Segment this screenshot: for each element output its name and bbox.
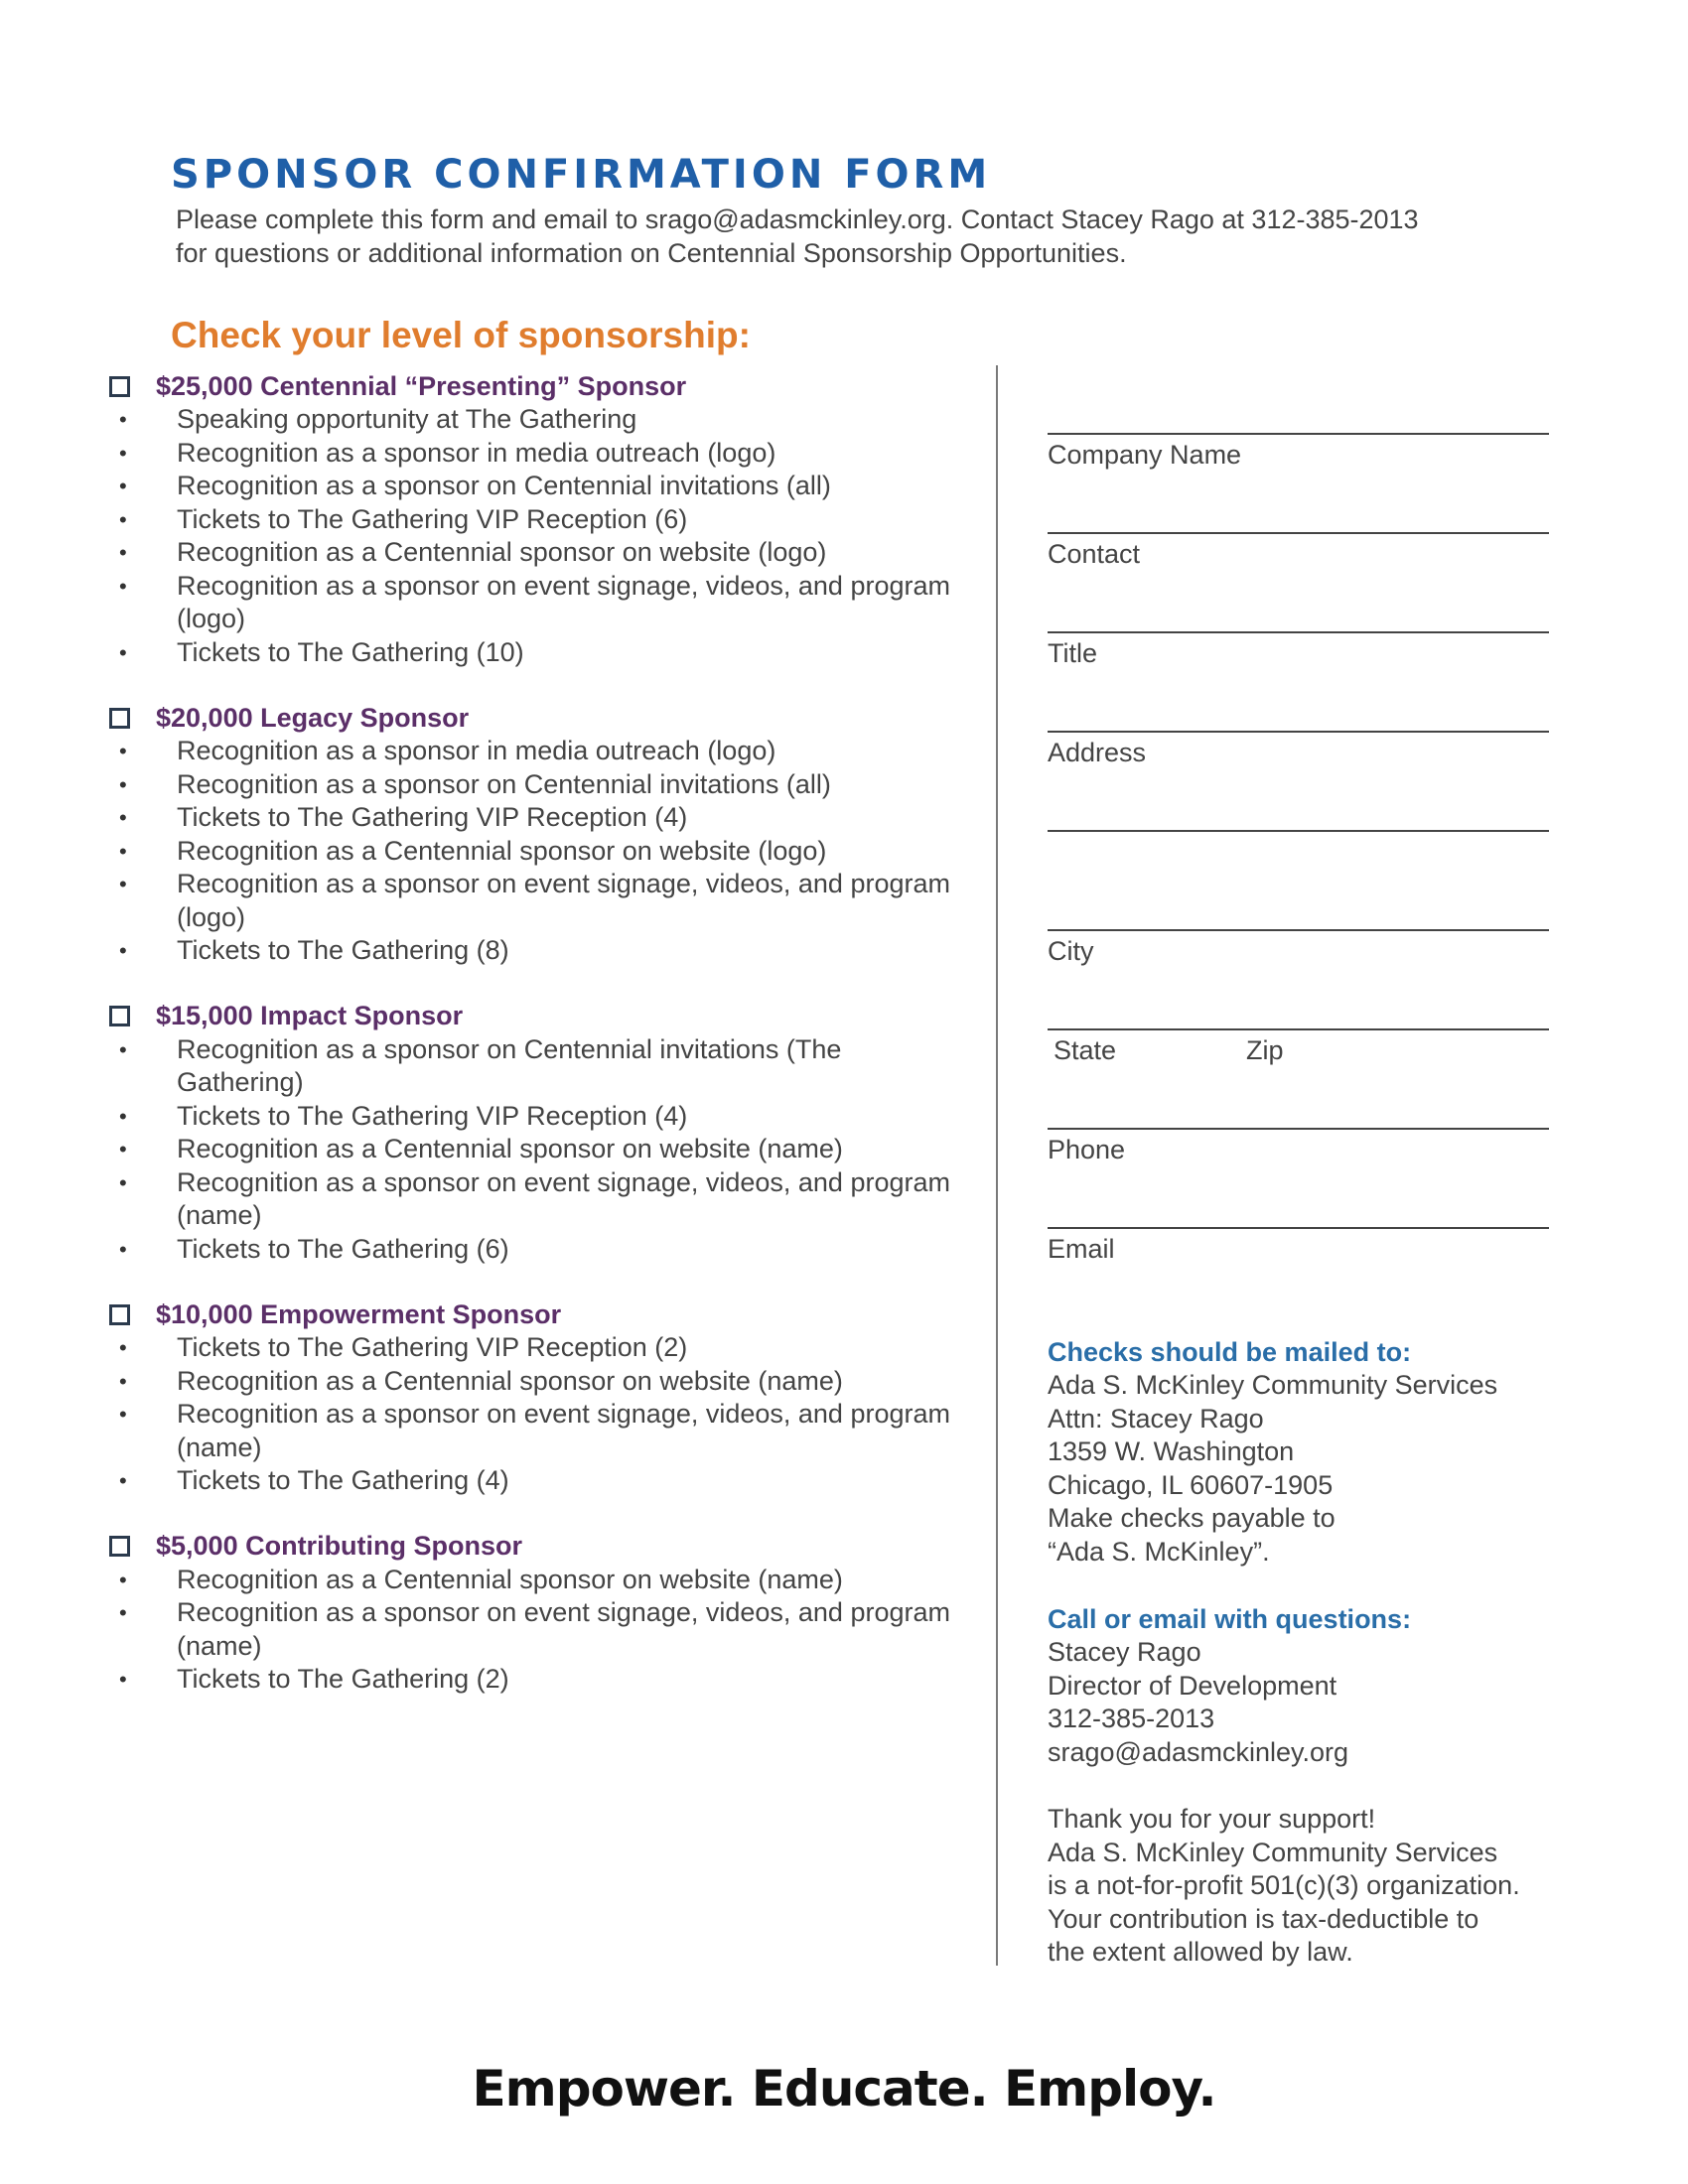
mailing-address (1048, 1369, 1604, 1569)
tier-5000 (109, 1530, 983, 1697)
contact-role: Director of Development (1048, 1670, 1337, 1701)
address-line: 1359 W. Washington (1048, 1436, 1295, 1466)
benefit-item: • Tickets to The Gathering (8) (119, 935, 509, 965)
benefit-list (109, 1331, 983, 1498)
benefit-item: • Recognition as a Centennial sponsor on website (name) (119, 1134, 843, 1163)
intro-line: Please complete this form and email to srago@adasmckinley.org. Contact Stacey Rago at 312-385-2013 (176, 205, 1419, 234)
field-label: Phone (1048, 1135, 1126, 1164)
benefit-item: • Recognition as a sponsor on Centennial invitations (The Gathering) (119, 1033, 842, 1097)
sponsorship-level-heading: Check your level of sponsorship: (171, 315, 751, 355)
benefit-item: • Recognition as a sponsor on event signage, videos, and program (name) (119, 1399, 950, 1462)
company-name-field[interactable] (1048, 377, 1549, 477)
tier-25000-checkbox[interactable] (109, 376, 130, 397)
benefit-item: • Recognition as a Centennial sponsor on website (name) (119, 1564, 843, 1594)
benefit-item: • Tickets to The Gathering VIP Reception (4) (119, 802, 688, 832)
thanks-line: Your contribution is tax-deductible to (1048, 1903, 1479, 1934)
benefit-item: • Tickets to The Gathering (6) (119, 1233, 509, 1264)
benefit-item: • Recognition as a sponsor on Centennial invitations (all) (119, 471, 831, 500)
thanks-line: the extent allowed by law. (1048, 1937, 1353, 1967)
tier-25000 (109, 369, 983, 669)
thank-you-note (1048, 1803, 1604, 1970)
benefit-list (109, 1564, 983, 1697)
address-line: Ada S. McKinley Community Services (1048, 1370, 1498, 1400)
benefit-item: • Tickets to The Gathering VIP Reception (4) (119, 1100, 688, 1131)
benefit-item: • Recognition as a sponsor in media outreach (logo) (119, 437, 776, 468)
benefit-item: • Tickets to The Gathering (10) (119, 636, 524, 667)
benefit-item: • Recognition as a Centennial sponsor on website (name) (119, 1365, 843, 1396)
benefit-list (109, 735, 983, 968)
tier-15000 (109, 1000, 983, 1267)
column-divider (996, 365, 998, 1966)
mail-heading: Checks should be mailed to: (1048, 1337, 1412, 1367)
contact-details (1048, 1636, 1604, 1769)
contact-phone: 312-385-2013 (1048, 1704, 1215, 1733)
form-title: SPONSOR CONFIRMATION FORM (171, 152, 992, 198)
tier-20000-checkbox[interactable] (109, 708, 130, 729)
tier-label: $20,000 Legacy Sponsor (156, 702, 470, 733)
thanks-line: Thank you for your support! (1048, 1804, 1376, 1834)
benefit-item: • Tickets to The Gathering (4) (119, 1465, 509, 1495)
benefit-list (109, 1033, 983, 1267)
benefit-item: • Recognition as a sponsor on event signage, videos, and program (logo) (119, 869, 950, 932)
benefit-list (109, 403, 983, 669)
field-label: Contact (1048, 539, 1141, 569)
field-label: Title (1048, 638, 1098, 668)
email-field[interactable] (1048, 1171, 1549, 1271)
questions-heading: Call or email with questions: (1048, 1604, 1412, 1634)
city-field[interactable] (1048, 874, 1549, 973)
field-label: Email (1048, 1234, 1115, 1264)
benefit-item: • Recognition as a Centennial sponsor on website (logo) (119, 835, 827, 866)
benefit-item: • Recognition as a sponsor on event signage, videos, and program (name) (119, 1597, 950, 1661)
benefit-item: • Recognition as a Centennial sponsor on website (logo) (119, 537, 827, 567)
tier-label: $10,000 Empowerment Sponsor (156, 1298, 562, 1329)
field-line (1048, 1028, 1549, 1030)
tagline: Empower. Educate. Employ. (472, 2060, 1216, 2117)
benefit-item: • Speaking opportunity at The Gathering (119, 404, 637, 434)
intro-line: for questions or additional information on Centennial Sponsorship Opportunities. (176, 238, 1127, 268)
tier-15000-checkbox[interactable] (109, 1006, 130, 1026)
address-line: “Ada S. McKinley”. (1048, 1536, 1270, 1567)
tier-label: $5,000 Contributing Sponsor (156, 1531, 523, 1561)
state-zip-field[interactable] (1048, 973, 1549, 1072)
phone-field[interactable] (1048, 1072, 1549, 1171)
tier-20000 (109, 701, 983, 968)
address-line: Make checks payable to (1048, 1503, 1336, 1533)
tier-label: $25,000 Centennial “Presenting” Sponsor (156, 370, 687, 401)
zip-label: Zip (1246, 1035, 1284, 1065)
address-line2-field[interactable] (1048, 774, 1549, 874)
field-label: City (1048, 936, 1094, 966)
contact-field[interactable] (1048, 477, 1549, 576)
field-line (1048, 631, 1549, 633)
address-field[interactable] (1048, 675, 1549, 774)
benefit-item: • Recognition as a sponsor on event signage, videos, and program (name) (119, 1166, 950, 1230)
address-line: Chicago, IL 60607-1905 (1048, 1469, 1334, 1500)
contact-email[interactable]: srago@adasmckinley.org (1048, 1736, 1349, 1767)
title-field[interactable] (1048, 576, 1549, 675)
contact-fields (1048, 377, 1549, 1271)
benefit-item: • Recognition as a sponsor in media outreach (logo) (119, 736, 776, 765)
address-line: Attn: Stacey Rago (1048, 1403, 1264, 1433)
state-label: State (1054, 1035, 1117, 1065)
field-line (1048, 929, 1549, 931)
field-label: Company Name (1048, 440, 1242, 470)
thanks-line: is a not-for-profit 501(c)(3) organization. (1048, 1870, 1520, 1900)
mailing-info (1048, 1335, 1604, 1970)
benefit-item: • Tickets to The Gathering VIP Reception (6) (119, 503, 688, 534)
field-line (1048, 830, 1549, 832)
benefit-item: • Tickets to The Gathering VIP Reception (2) (119, 1332, 688, 1362)
tier-10000 (109, 1297, 983, 1498)
intro-text (176, 203, 1486, 270)
thanks-line: Ada S. McKinley Community Services (1048, 1837, 1498, 1867)
field-label: Address (1048, 738, 1147, 767)
sponsorship-tiers (109, 369, 983, 1728)
field-line (1048, 1227, 1549, 1229)
benefit-item: • Recognition as a sponsor on Centennial invitations (all) (119, 768, 831, 799)
contact-name: Stacey Rago (1048, 1637, 1201, 1667)
tier-label: $15,000 Impact Sponsor (156, 1001, 464, 1030)
benefit-item: • Recognition as a sponsor on event signage, videos, and program (logo) (119, 570, 950, 633)
tier-10000-checkbox[interactable] (109, 1304, 130, 1325)
benefit-item: • Tickets to The Gathering (2) (119, 1664, 509, 1694)
tier-5000-checkbox[interactable] (109, 1536, 130, 1557)
